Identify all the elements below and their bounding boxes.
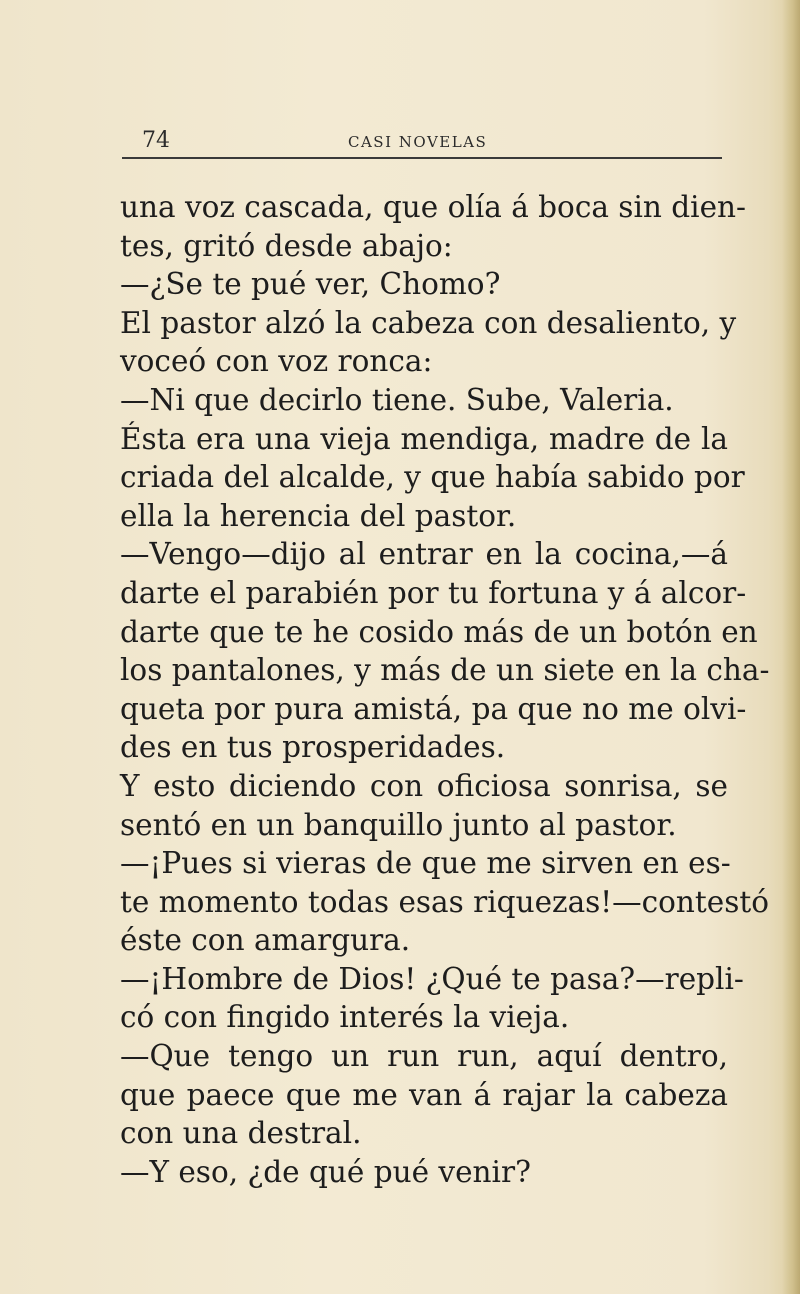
text-line: sentó en un banquillo junto al pastor. [120, 807, 677, 842]
text-line: con una destral. [120, 1116, 362, 1151]
text-line: que paece que me van á rajar la cabeza [120, 1077, 728, 1112]
page-header [122, 127, 724, 167]
text-line: —¿Se te pué ver, Chomo? [120, 267, 501, 302]
text-line: tes, gritó desde abajo: [120, 228, 453, 263]
text-line: ella la herencia del pastor. [120, 498, 517, 533]
text-line: —Que tengo un run run, aquí dentro, [120, 1039, 728, 1074]
text-line: voceó con voz ronca: [120, 344, 433, 379]
text-line: te momento todas esas riquezas!—contestó [120, 884, 769, 919]
text-line: —Vengo—dijo al entrar en la cocina,—á [120, 537, 728, 572]
body-text [120, 188, 770, 1191]
text-line: una voz cascada, que olía á boca sin dien- [120, 190, 746, 224]
page-number: 74 [142, 128, 170, 153]
text-line: —¡Pues si vieras de que me sirven en es- [120, 846, 731, 881]
header-rule [122, 157, 722, 159]
text-line: los pantalones, y más de un siete en la cha- [120, 653, 770, 688]
text-line: —¡Hombre de Dios! ¿Qué te pasa?—repli- [120, 961, 744, 996]
text-line: Y esto diciendo con oficiosa sonrisa, se [120, 768, 728, 803]
running-head: CASI NOVELAS [348, 133, 488, 151]
text-line: El pastor alzó la cabeza con desaliento, y [120, 305, 737, 340]
text-line: queta por pura amistá, pa que no me olvi- [120, 691, 747, 726]
text-line: —Y eso, ¿de qué pué venir? [120, 1154, 531, 1189]
text-line: —Ni que decirlo tiene. Sube, Valeria. [120, 382, 674, 417]
text-line: des en tus prosperidades. [120, 730, 506, 765]
text-line: có con fingido interés la vieja. [120, 1000, 570, 1035]
text-line: darte que te he cosido más de un botón en [120, 614, 758, 649]
text-line: darte el parabién por tu fortuna y á alcor- [120, 575, 747, 610]
text-line: éste con amargura. [120, 923, 411, 958]
text-line: criada del alcalde, y que había sabido por [120, 460, 745, 495]
page-edge-shadow [782, 0, 800, 1294]
text-line: Ésta era una vieja mendiga, madre de la [120, 421, 728, 456]
